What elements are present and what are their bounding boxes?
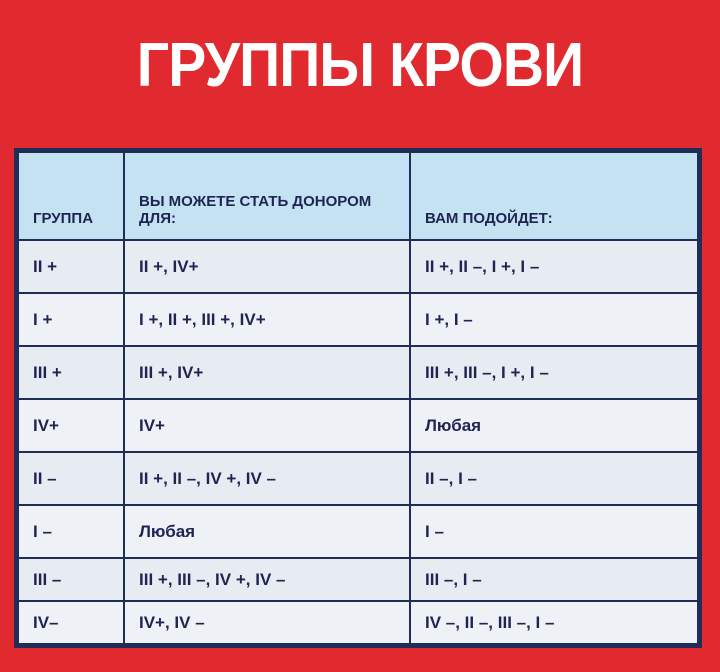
table-header-row (18, 152, 698, 240)
cell-compatible: I +, I – (410, 293, 698, 346)
table-row (18, 558, 698, 601)
table-row (18, 399, 698, 452)
cell-donor-for: Любая (124, 505, 410, 558)
table-row (18, 240, 698, 293)
cell-donor-for: III +, III –, IV +, IV – (124, 558, 410, 601)
page-title: ГРУППЫ КРОВИ (136, 31, 584, 100)
cell-compatible: I – (410, 505, 698, 558)
cell-donor-for: IV+ (124, 399, 410, 452)
header-donor-for: ВЫ МОЖЕТЕ СТАТЬ ДОНОРОМ ДЛЯ: (124, 152, 410, 240)
table-row (18, 293, 698, 346)
table-row (18, 601, 698, 644)
cell-donor-for: II +, IV+ (124, 240, 410, 293)
cell-compatible: III +, III –, I +, I – (410, 346, 698, 399)
cell-donor-for: IV+, IV – (124, 601, 410, 644)
cell-group: III – (18, 558, 124, 601)
table-row (18, 505, 698, 558)
cell-compatible: II +, II –, I +, I – (410, 240, 698, 293)
cell-group: I + (18, 293, 124, 346)
cell-group: III + (18, 346, 124, 399)
cell-donor-for: III +, IV+ (124, 346, 410, 399)
cell-compatible: III –, I – (410, 558, 698, 601)
cell-donor-for: II +, II –, IV +, IV – (124, 452, 410, 505)
table-row (18, 346, 698, 399)
blood-groups-table (17, 151, 699, 645)
cell-group: IV– (18, 601, 124, 644)
cell-compatible: II –, I – (410, 452, 698, 505)
blood-groups-table-frame (14, 148, 702, 648)
table-row (18, 452, 698, 505)
cell-group: IV+ (18, 399, 124, 452)
cell-compatible: Любая (410, 399, 698, 452)
header-group: ГРУППА (18, 152, 124, 240)
header-compatible: ВАМ ПОДОЙДЕТ: (410, 152, 698, 240)
cell-group: I – (18, 505, 124, 558)
cell-group: II – (18, 452, 124, 505)
cell-group: II + (18, 240, 124, 293)
cell-compatible: IV –, II –, III –, I – (410, 601, 698, 644)
cell-donor-for: I +, II +, III +, IV+ (124, 293, 410, 346)
